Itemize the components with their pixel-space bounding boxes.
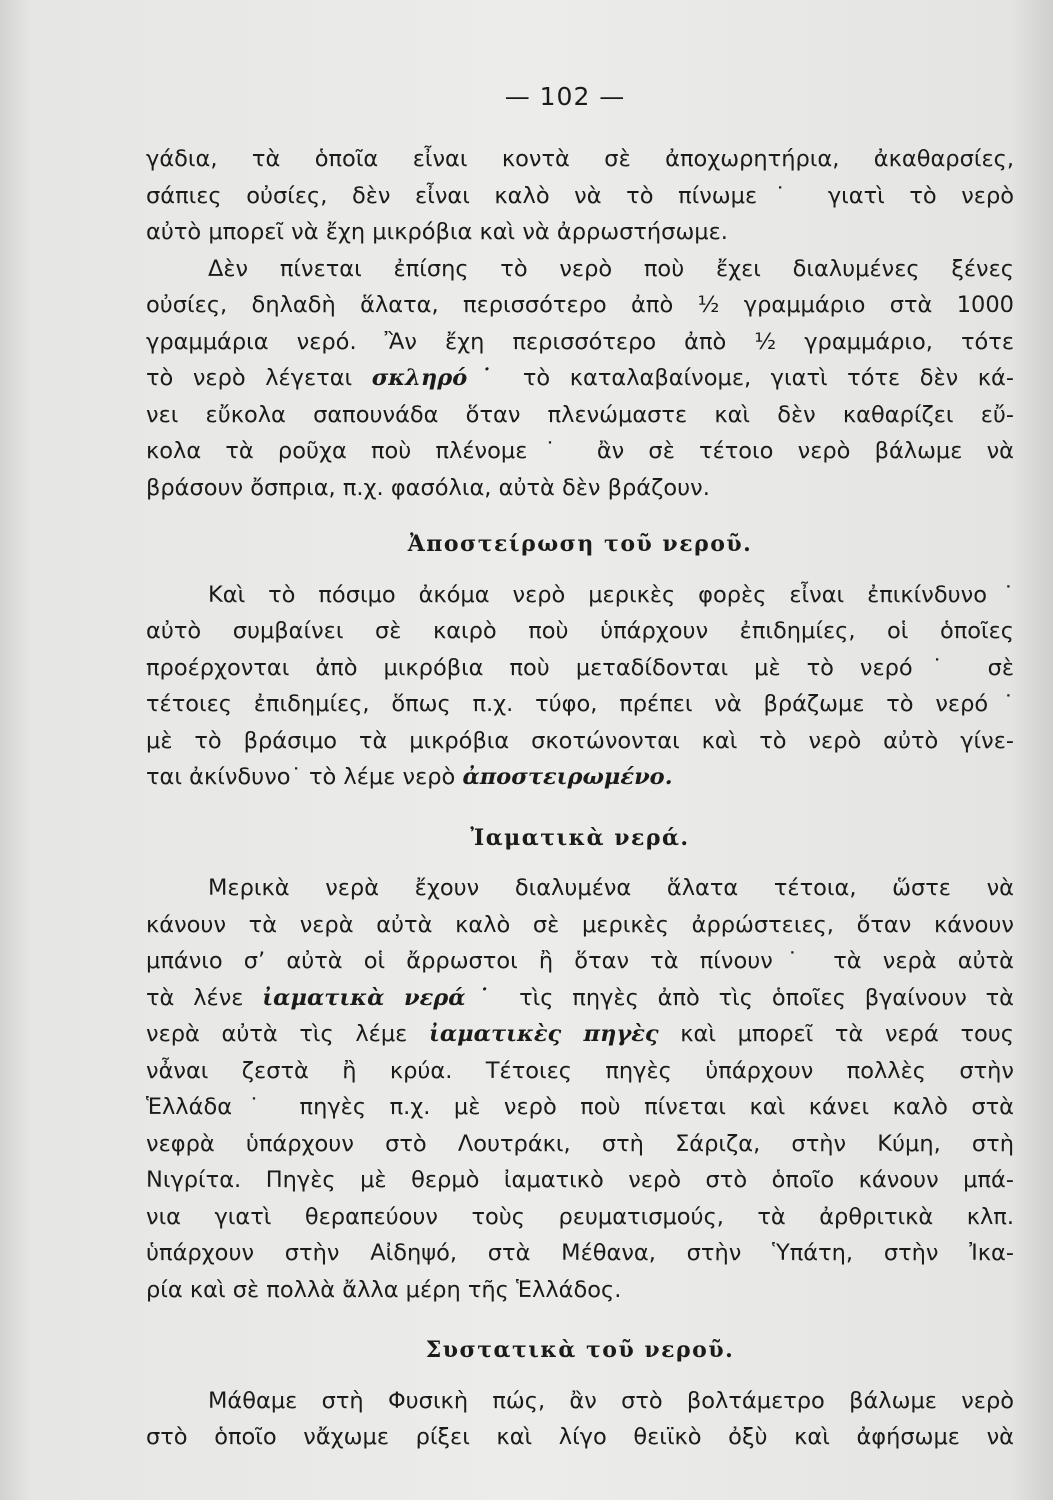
text-run: τὶς πηγὲς ἀπὸ τὶς ὁποῖες βγαίνουν τὰ (500, 984, 1015, 1011)
text-run: τὸ καταλαβαίνομε, γιατὶ τότε δὲν κά- (503, 365, 1014, 391)
text-run: τὸ νερὸ λέγεται (146, 365, 372, 391)
text-line: στὸ ὁποῖο νἄχωμε ρίξει καὶ λίγο θειϊκὸ ὀξὺ καὶ ἀφήσωμε νὰ (146, 1424, 1014, 1450)
emphasized-term: σκληρό˙ (371, 365, 504, 391)
text-line: Καὶ τὸ πόσιμο ἀκόμα νερὸ μερικὲς φορὲς εἶναι ἐπικίνδυνο˙ (208, 581, 1014, 608)
text-line: ὑπάρχουν στὴν Αἰδηψό, στὰ Μέθανα, στὴν Ὑπάτη, στὴν Ἰκα- (146, 1240, 1014, 1266)
text-line: γάδια, τὰ ὁποῖα εἶναι κοντὰ σὲ ἀποχωρητήρια, ἀκαθαρσίες, (146, 146, 1014, 172)
text-line (146, 360, 1014, 397)
text-line: ρία καὶ σὲ πολλὰ ἄλλα μέρη τῆς Ἑλλάδος. (146, 1276, 622, 1303)
text-line: αὐτὸ μπορεῖ νὰ ἔχη μικρόβια καὶ νὰ ἀρρωστήσωμε. (146, 219, 728, 245)
section-heading: Ἰαματικὰ νερά. (470, 824, 690, 851)
text-line: Δὲν πίνεται ἐπίσης τὸ νερὸ ποὺ ἔχει διαλυμένες ξένες (208, 255, 1014, 282)
page-number: — 102 — (504, 82, 626, 111)
text-line: νει εὔκολα σαπουνάδα ὅταν πλενώμαστε καὶ δὲν καθαρίζει εὔ- (146, 401, 1014, 428)
text-line (146, 980, 1014, 1017)
text-line: νἆναι ζεστὰ ἢ κρύα. Τέτοιες πηγὲς ὑπάρχουν πολλὲς στὴν (146, 1057, 1014, 1084)
text-line: κολα τὰ ροῦχα ποὺ πλένομε˙ ἂν σὲ τέτοιο νερὸ βάλωμε νὰ (146, 438, 1014, 464)
text-line: Νιγρίτα. Πηγὲς μὲ θερμὸ ἰαματικὸ νερὸ στὸ ὁποῖο κάνουν μπά- (146, 1167, 1014, 1193)
text-line (146, 1016, 1014, 1053)
text-line: Μερικὰ νερὰ ἔχουν διαλυμένα ἅλατα τέτοια, ὥστε νὰ (208, 875, 1014, 901)
text-line: μπάνιο σ’ αὐτὰ οἱ ἄρρωστοι ἢ ὅταν τὰ πίνουν˙ τὰ νερὰ αὐτὰ (146, 948, 1014, 974)
section-heading: Συστατικὰ τοῦ νεροῦ. (425, 1337, 735, 1363)
text-line: νεφρὰ ὑπάρχουν στὸ Λουτράκι, στὴ Σάριζα, στὴν Κύμη, στὴ (146, 1130, 1014, 1157)
text-line: νια γιατὶ θεραπεύουν τοὺς ρευματισμούς, τὰ ἀρθριτικὰ κλπ. (146, 1203, 1014, 1230)
text-line: βράσουν ὄσπρια, π.χ. φασόλια, αὐτὰ δὲν βράζουν. (146, 474, 710, 501)
emphasized-term: ἀποστειρωμένο. (462, 764, 673, 790)
text-line: οὐσίες, δηλαδὴ ἅλατα, περισσότερο ἀπὸ ½ γραμμάριο στὰ 1000 (146, 292, 1014, 318)
text-line: προέρχονται ἀπὸ μικρόβια ποὺ μεταδίδονται μὲ τὸ νερό˙ σὲ (146, 654, 1014, 681)
text-line: μὲ τὸ βράσιμο τὰ μικρόβια σκοτώνονται καὶ τὸ νερὸ αὐτὸ γίνε- (146, 727, 1014, 754)
text-line: γραμμάρια νερό. Ἂν ἔχη περισσότερο ἀπὸ ½ γραμμάριο, τότε (146, 328, 1014, 355)
text-run: τὰ λένε (146, 984, 263, 1011)
text-line: τέτοιες ἐπιδημίες, ὅπως π.χ. τύφο, πρέπει νὰ βράζωμε τὸ νερό˙ (146, 691, 1014, 717)
text-run: ται ἀκίνδυνο˙ τὸ λέμε νερὸ (146, 764, 463, 790)
text-run: νερὰ αὐτὰ τὶς λέμε (146, 1021, 429, 1047)
emphasized-term: ἰαματικὰ νερά˙ (262, 984, 501, 1011)
section-heading: Ἀποστείρωση τοῦ νεροῦ. (407, 531, 753, 557)
text-run: καὶ μπορεῖ τὰ νερά τους (658, 1021, 1014, 1047)
text-line: κάνουν τὰ νερὰ αὐτὰ καλὸ σὲ μερικὲς ἀρρώστειες, ὅταν κάνουν (146, 911, 1014, 938)
text-line: αὐτὸ συμβαίνει σὲ καιρὸ ποὺ ὑπάρχουν ἐπιδημίες, οἱ ὁποῖες (146, 618, 1014, 644)
text-line: Ἑλλάδα˙ πηγὲς π.χ. μὲ νερὸ ποὺ πίνεται καὶ κάνει καλὸ στὰ (146, 1094, 1014, 1120)
page-text (146, 141, 1014, 1456)
text-line: σάπιες οὐσίες, δὲν εἶναι καλὸ νὰ τὸ πίνωμε˙ γιατὶ τὸ νερὸ (146, 182, 1014, 209)
text-line (146, 759, 1014, 796)
text-line: Μάθαμε στὴ Φυσικὴ πώς, ἂν στὸ βολτάμετρο βάλωμε νερὸ (208, 1387, 1014, 1414)
emphasized-term: ἰαματικὲς πηγὲς (428, 1021, 659, 1047)
